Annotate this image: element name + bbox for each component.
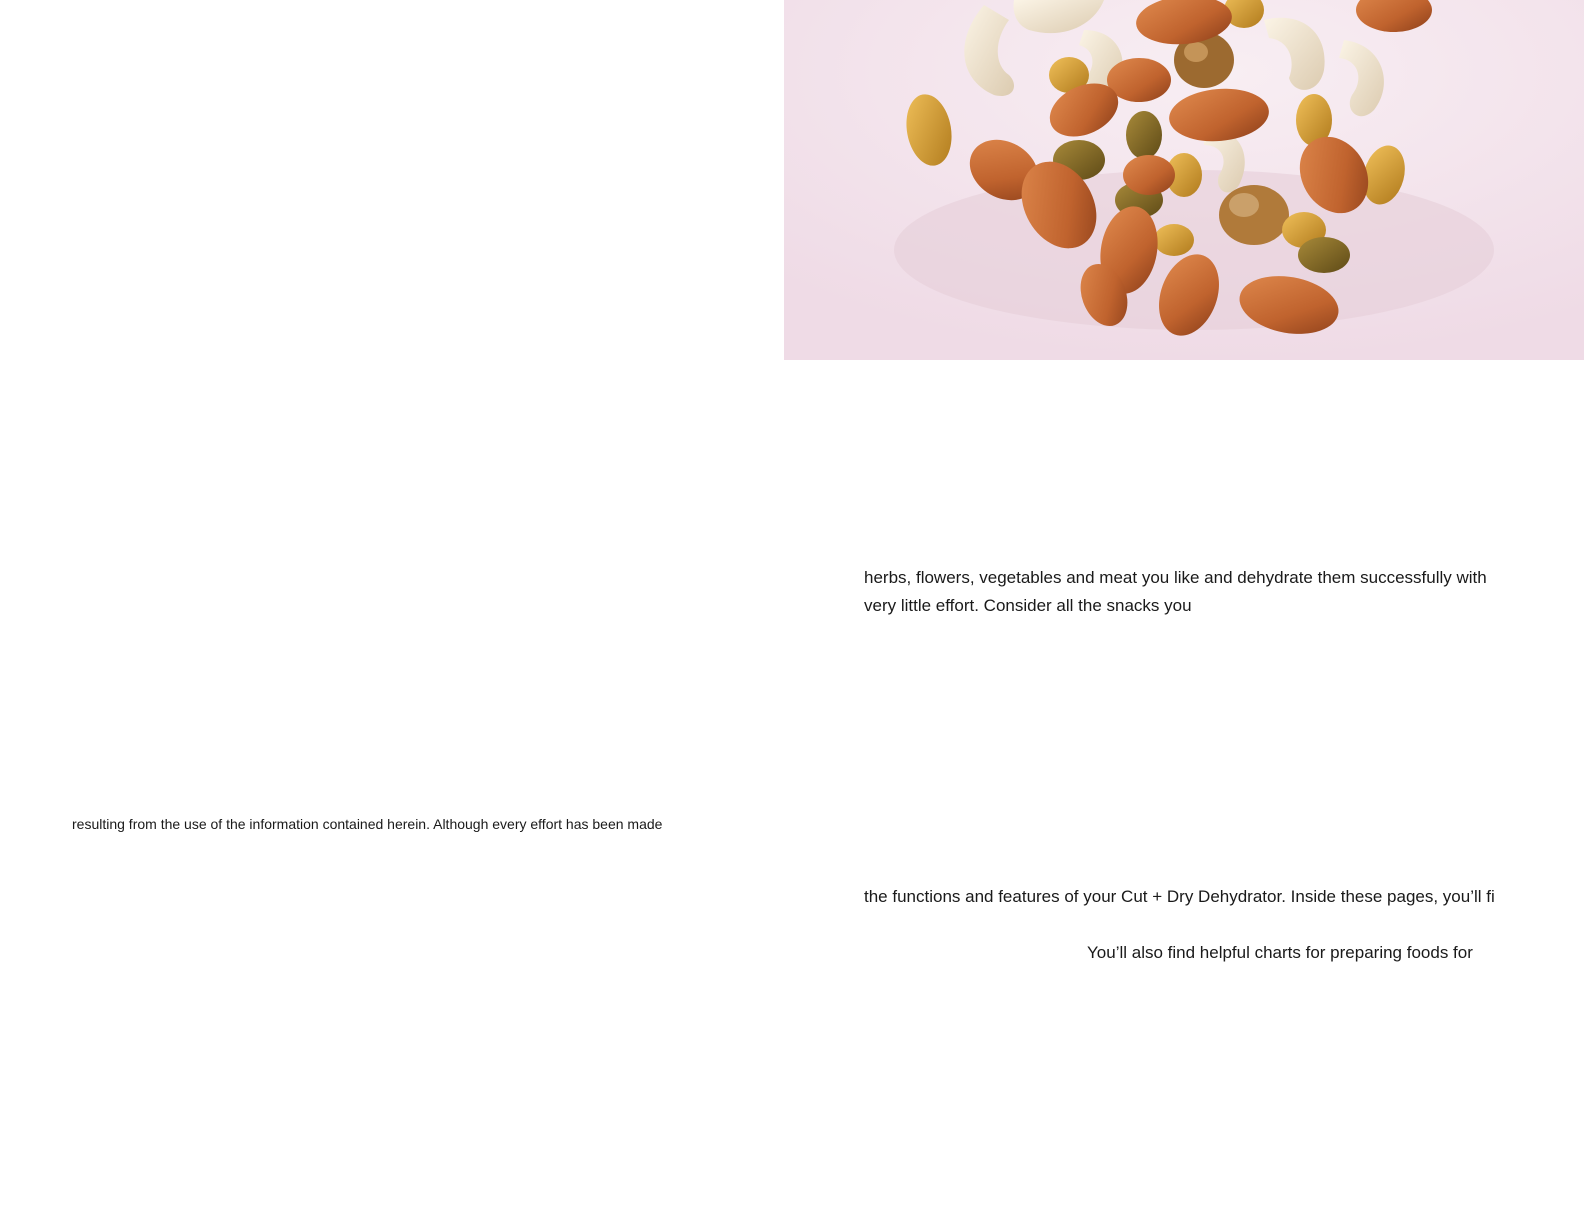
nuts-photo <box>784 0 1584 360</box>
intro-line: herbs, flowers, vegetables and meat you like and dehydrate them successfully with <box>864 568 1487 587</box>
functions-text: the functions and features of your Cut + Dry Dehydrator. Inside these pages, you’ll fi <box>864 887 1495 906</box>
intro-line: very little effort. Consider all the snacks you <box>864 596 1192 615</box>
disclaimer-text: resulting from the use of the information contained herein. Although every effort has been made <box>72 816 663 832</box>
charts-text: You’ll also find helpful charts for preparing foods for <box>1087 943 1473 962</box>
intro-paragraph <box>864 564 1487 620</box>
nuts-illustration <box>784 0 1584 360</box>
